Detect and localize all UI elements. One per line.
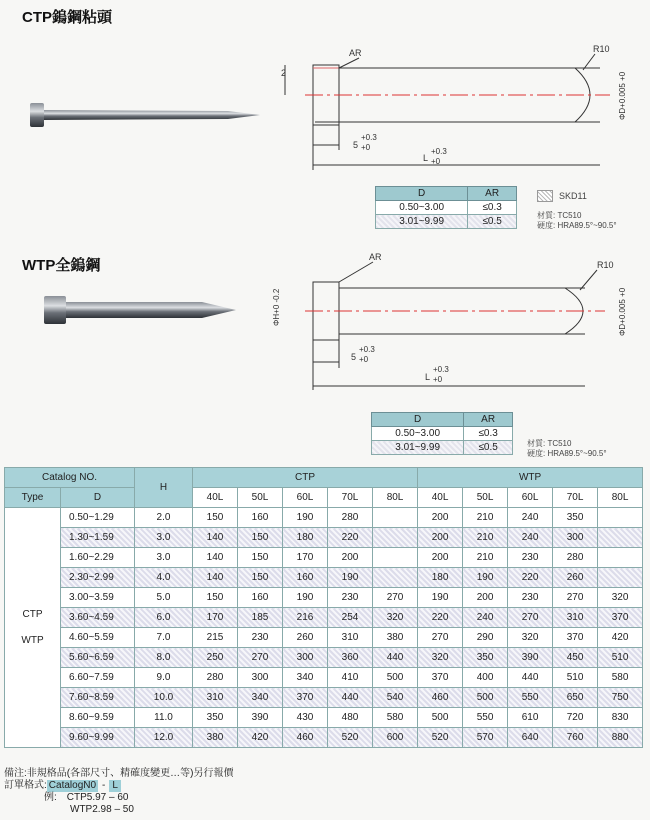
ctp-title: CTP鎢鋼粘頭	[22, 9, 113, 26]
wtp-price-cell	[598, 548, 643, 568]
ctp-price-cell: 360	[328, 648, 373, 668]
ctp-price-cell: 600	[373, 728, 418, 748]
ctp-pin-image	[28, 95, 268, 135]
ctp-price-cell: 190	[283, 588, 328, 608]
notes	[4, 768, 233, 816]
wtp-price-cell	[598, 568, 643, 588]
ctp-price-cell: 430	[283, 708, 328, 728]
example-1: CTP5.97 – 60	[66, 792, 129, 803]
example-row-2	[4, 804, 233, 816]
wtp-price-cell: 230	[508, 588, 553, 608]
ctp-price-cell: 140	[193, 548, 238, 568]
ctp-ar-cell: 3.01~9.99	[376, 215, 468, 229]
d-range-cell: 2.30~2.99	[61, 568, 135, 588]
h-header: H	[135, 468, 193, 508]
ctp-ar-table	[375, 186, 517, 229]
ctp-price-cell: 160	[238, 588, 283, 608]
length-header: 50L	[238, 488, 283, 508]
svg-text:+0: +0	[431, 157, 441, 166]
wtp-price-cell: 750	[598, 688, 643, 708]
svg-text:ΦH+0 -0.2: ΦH+0 -0.2	[272, 288, 281, 326]
table-row	[5, 628, 643, 648]
ctp-price-cell	[373, 528, 418, 548]
wtp-ar-cell: 0.50~3.00	[372, 427, 464, 441]
table-row	[5, 688, 643, 708]
wtp-price-cell: 200	[463, 588, 508, 608]
h-cell: 6.0	[135, 608, 193, 628]
svg-text:+0: +0	[433, 375, 443, 384]
wtp-price-cell: 200	[418, 528, 463, 548]
wtp-title: WTP全鎢鋼	[22, 257, 101, 274]
ctp-ar-header-ar: AR	[468, 187, 517, 201]
ctp-price-cell: 340	[238, 688, 283, 708]
wtp-price-cell: 760	[553, 728, 598, 748]
ctp-price-cell: 170	[283, 548, 328, 568]
ctp-material-info	[537, 211, 617, 231]
wtp-price-cell: 510	[598, 648, 643, 668]
table-row	[5, 728, 643, 748]
remark-text: 備注:非規格品(各部尺寸、精確度變更…等)另行報價	[4, 768, 234, 779]
svg-text:L: L	[425, 372, 431, 382]
wtp-price-cell: 240	[508, 508, 553, 528]
wtp-price-cell: 580	[598, 668, 643, 688]
ctp-ar-cell: 0.50~3.00	[376, 201, 468, 215]
wtp-hardness-line: 硬度: HRA89.5°~90.5°	[527, 449, 607, 458]
ctp-price-cell: 380	[373, 628, 418, 648]
length-header: 60L	[508, 488, 553, 508]
table-row	[5, 668, 643, 688]
wtp-price-cell: 260	[553, 568, 598, 588]
wtp-price-cell: 320	[598, 588, 643, 608]
wtp-price-cell: 550	[508, 688, 553, 708]
d-range-cell: 0.50~1.29	[61, 508, 135, 528]
order-dash: -	[102, 780, 106, 791]
wtp-price-cell: 220	[508, 568, 553, 588]
wtp-price-cell: 400	[463, 668, 508, 688]
wtp-header: WTP	[418, 468, 643, 488]
ctp-price-cell: 230	[238, 628, 283, 648]
ctp-price-cell: 420	[238, 728, 283, 748]
type-wtp: WTP	[21, 634, 44, 646]
order-format-row	[4, 780, 233, 792]
length-header: 80L	[373, 488, 418, 508]
ctp-material-legend	[537, 190, 587, 202]
wtp-price-cell: 200	[418, 548, 463, 568]
ctp-ar-header-d: D	[376, 187, 468, 201]
d-range-cell: 3.60~4.59	[61, 608, 135, 628]
wtp-price-cell: 220	[418, 608, 463, 628]
table-row	[5, 648, 643, 668]
ctp-price-cell: 340	[283, 668, 328, 688]
table-row	[5, 608, 643, 628]
d-range-cell: 3.00~3.59	[61, 588, 135, 608]
ctp-price-cell: 254	[328, 608, 373, 628]
ctp-price-cell: 370	[283, 688, 328, 708]
ctp-price-cell: 440	[373, 648, 418, 668]
wtp-price-cell: 370	[418, 668, 463, 688]
ctp-ar-cell: ≤0.5	[468, 215, 517, 229]
price-table	[4, 467, 643, 748]
wtp-ar-header-ar: AR	[464, 413, 513, 427]
example-2: WTP2.98 – 50	[70, 804, 134, 815]
order-format-label: 訂單格式:	[4, 780, 47, 791]
table-row	[5, 508, 643, 528]
ctp-price-cell: 540	[373, 688, 418, 708]
wtp-price-cell: 210	[463, 528, 508, 548]
ctp-price-cell: 190	[328, 568, 373, 588]
svg-text:+0.3: +0.3	[359, 345, 375, 354]
wtp-ar-cell: 3.01~9.99	[372, 441, 464, 455]
wtp-price-cell: 320	[508, 628, 553, 648]
wtp-ar-cell: ≤0.3	[464, 427, 513, 441]
wtp-price-cell: 280	[553, 548, 598, 568]
ctp-price-cell: 160	[283, 568, 328, 588]
ctp-price-cell: 350	[193, 708, 238, 728]
svg-text:+0: +0	[359, 355, 369, 364]
svg-text:ΦD+0.005 +0: ΦD+0.005 +0	[618, 287, 627, 336]
d-range-cell: 1.30~1.59	[61, 528, 135, 548]
type-ctp: CTP	[22, 608, 43, 620]
ctp-price-cell: 270	[373, 588, 418, 608]
h-cell: 8.0	[135, 648, 193, 668]
ctp-price-cell: 250	[193, 648, 238, 668]
ctp-price-cell: 280	[328, 508, 373, 528]
ctp-drawing	[275, 40, 645, 170]
example-label: 例:	[44, 792, 57, 803]
wtp-price-cell: 240	[463, 608, 508, 628]
wtp-price-cell: 390	[508, 648, 553, 668]
type-header: Type	[5, 488, 61, 508]
wtp-price-cell: 190	[463, 568, 508, 588]
length-header: 80L	[598, 488, 643, 508]
ctp-header: CTP	[193, 468, 418, 488]
ctp-ar-cell: ≤0.3	[468, 201, 517, 215]
h-cell: 7.0	[135, 628, 193, 648]
ctp-price-cell: 150	[238, 548, 283, 568]
wtp-price-cell: 210	[463, 548, 508, 568]
hatch-swatch	[537, 190, 553, 202]
ctp-price-cell: 520	[328, 728, 373, 748]
wtp-drawing	[265, 250, 635, 390]
ctp-price-cell: 150	[193, 588, 238, 608]
ctp-price-cell	[373, 568, 418, 588]
d-range-cell: 5.60~6.59	[61, 648, 135, 668]
table-row	[5, 568, 643, 588]
h-cell: 11.0	[135, 708, 193, 728]
table-row	[5, 528, 643, 548]
h-cell: 2.0	[135, 508, 193, 528]
ctp-price-cell: 170	[193, 608, 238, 628]
wtp-price-cell: 190	[418, 588, 463, 608]
ctp-price-cell: 460	[283, 728, 328, 748]
wtp-ar-header-d: D	[372, 413, 464, 427]
ctp-price-cell: 215	[193, 628, 238, 648]
svg-text:ΦD+0.005 +0: ΦD+0.005 +0	[618, 71, 627, 120]
svg-text:+0.3: +0.3	[433, 365, 449, 374]
ctp-price-cell: 300	[238, 668, 283, 688]
ctp-price-cell: 140	[193, 568, 238, 588]
wtp-pin-image	[42, 290, 242, 330]
wtp-material-line: 材質: TC510	[527, 439, 572, 448]
length-header: 40L	[418, 488, 463, 508]
wtp-price-cell: 520	[418, 728, 463, 748]
wtp-price-cell: 440	[508, 668, 553, 688]
h-cell: 5.0	[135, 588, 193, 608]
type-cell	[5, 508, 61, 748]
wtp-price-cell: 230	[508, 548, 553, 568]
svg-text:+0.3: +0.3	[361, 133, 377, 142]
wtp-price-cell: 830	[598, 708, 643, 728]
h-cell: 4.0	[135, 568, 193, 588]
ctp-price-cell: 410	[328, 668, 373, 688]
h-cell: 3.0	[135, 548, 193, 568]
svg-text:+0: +0	[361, 143, 371, 152]
ctp-price-cell: 260	[283, 628, 328, 648]
ctp-price-cell: 440	[328, 688, 373, 708]
ctp-price-cell: 230	[328, 588, 373, 608]
ctp-price-cell: 310	[193, 688, 238, 708]
svg-text:5: 5	[351, 352, 357, 362]
svg-text:+0.3: +0.3	[431, 147, 447, 156]
wtp-price-cell	[598, 508, 643, 528]
h-cell: 3.0	[135, 528, 193, 548]
h-cell: 9.0	[135, 668, 193, 688]
wtp-price-cell: 550	[463, 708, 508, 728]
ctp-price-cell: 580	[373, 708, 418, 728]
table-row	[5, 548, 643, 568]
wtp-price-cell	[598, 528, 643, 548]
wtp-price-cell: 270	[418, 628, 463, 648]
ctp-price-cell: 310	[328, 628, 373, 648]
wtp-price-cell: 270	[508, 608, 553, 628]
wtp-price-cell: 240	[508, 528, 553, 548]
wtp-price-cell: 270	[553, 588, 598, 608]
length-header: 40L	[193, 488, 238, 508]
ctp-ar-label: AR	[349, 48, 362, 58]
wtp-material-info	[527, 439, 607, 459]
wtp-ar-cell: ≤0.5	[464, 441, 513, 455]
ctp-r10-label: R10	[593, 44, 610, 54]
wtp-price-cell: 370	[553, 628, 598, 648]
wtp-price-cell: 880	[598, 728, 643, 748]
wtp-r10-label: R10	[597, 260, 614, 270]
wtp-price-cell: 350	[463, 648, 508, 668]
wtp-price-cell: 460	[418, 688, 463, 708]
d-range-cell: 7.60~8.59	[61, 688, 135, 708]
wtp-price-cell: 500	[418, 708, 463, 728]
ctp-price-cell: 220	[328, 528, 373, 548]
ctp-price-cell: 270	[238, 648, 283, 668]
ctp-price-cell	[373, 548, 418, 568]
ctp-price-cell: 140	[193, 528, 238, 548]
ctp-price-cell: 300	[283, 648, 328, 668]
wtp-price-cell: 370	[598, 608, 643, 628]
ctp-price-cell: 185	[238, 608, 283, 628]
ctp-price-cell: 150	[238, 528, 283, 548]
ctp-price-cell: 160	[238, 508, 283, 528]
wtp-price-cell: 320	[418, 648, 463, 668]
table-row	[5, 708, 643, 728]
d-range-cell: 9.60~9.99	[61, 728, 135, 748]
ctp-material-line: 材質: TC510	[537, 211, 582, 220]
ctp-price-cell	[373, 508, 418, 528]
ctp-price-cell: 500	[373, 668, 418, 688]
wtp-price-cell: 570	[463, 728, 508, 748]
wtp-price-cell: 500	[463, 688, 508, 708]
d-range-cell: 4.60~5.59	[61, 628, 135, 648]
wtp-price-cell: 640	[508, 728, 553, 748]
wtp-price-cell: 310	[553, 608, 598, 628]
order-l-box: L	[109, 780, 121, 792]
table-row	[5, 588, 643, 608]
wtp-price-cell: 180	[418, 568, 463, 588]
wtp-price-cell: 650	[553, 688, 598, 708]
d-range-cell: 1.60~2.29	[61, 548, 135, 568]
d-range-cell: 8.60~9.59	[61, 708, 135, 728]
order-catalog-box: CatalogN0	[48, 780, 97, 791]
ctp-price-cell: 216	[283, 608, 328, 628]
ctp-price-cell: 280	[193, 668, 238, 688]
ctp-price-cell: 190	[283, 508, 328, 528]
ctp-price-cell: 390	[238, 708, 283, 728]
ctp-price-cell: 200	[328, 548, 373, 568]
ctp-price-cell: 320	[373, 608, 418, 628]
ctp-legend-label: SKD11	[559, 191, 587, 201]
wtp-price-cell: 350	[553, 508, 598, 528]
catalog-header: Catalog NO.	[5, 468, 135, 488]
wtp-ar-label: AR	[369, 252, 382, 262]
length-header: 50L	[463, 488, 508, 508]
wtp-price-cell: 210	[463, 508, 508, 528]
length-header: 60L	[283, 488, 328, 508]
wtp-price-cell: 300	[553, 528, 598, 548]
wtp-price-cell: 510	[553, 668, 598, 688]
svg-text:5: 5	[353, 140, 359, 150]
wtp-price-cell: 420	[598, 628, 643, 648]
d-header: D	[61, 488, 135, 508]
length-header: 70L	[328, 488, 373, 508]
wtp-price-cell: 290	[463, 628, 508, 648]
wtp-price-cell: 450	[553, 648, 598, 668]
ctp-price-cell: 380	[193, 728, 238, 748]
d-range-cell: 6.60~7.59	[61, 668, 135, 688]
wtp-price-cell: 610	[508, 708, 553, 728]
h-cell: 12.0	[135, 728, 193, 748]
wtp-ar-table	[371, 412, 513, 455]
length-header: 70L	[553, 488, 598, 508]
ctp-hardness-line: 硬度: HRA89.5°~90.5°	[537, 221, 617, 230]
example-row-1	[4, 792, 233, 804]
ctp-price-cell: 180	[283, 528, 328, 548]
h-cell: 10.0	[135, 688, 193, 708]
ctp-price-cell: 150	[238, 568, 283, 588]
wtp-price-cell: 200	[418, 508, 463, 528]
wtp-price-cell: 720	[553, 708, 598, 728]
ctp-price-cell: 150	[193, 508, 238, 528]
ctp-price-cell: 480	[328, 708, 373, 728]
svg-text:L: L	[423, 153, 429, 163]
ctp-h-label: 2	[281, 68, 287, 78]
